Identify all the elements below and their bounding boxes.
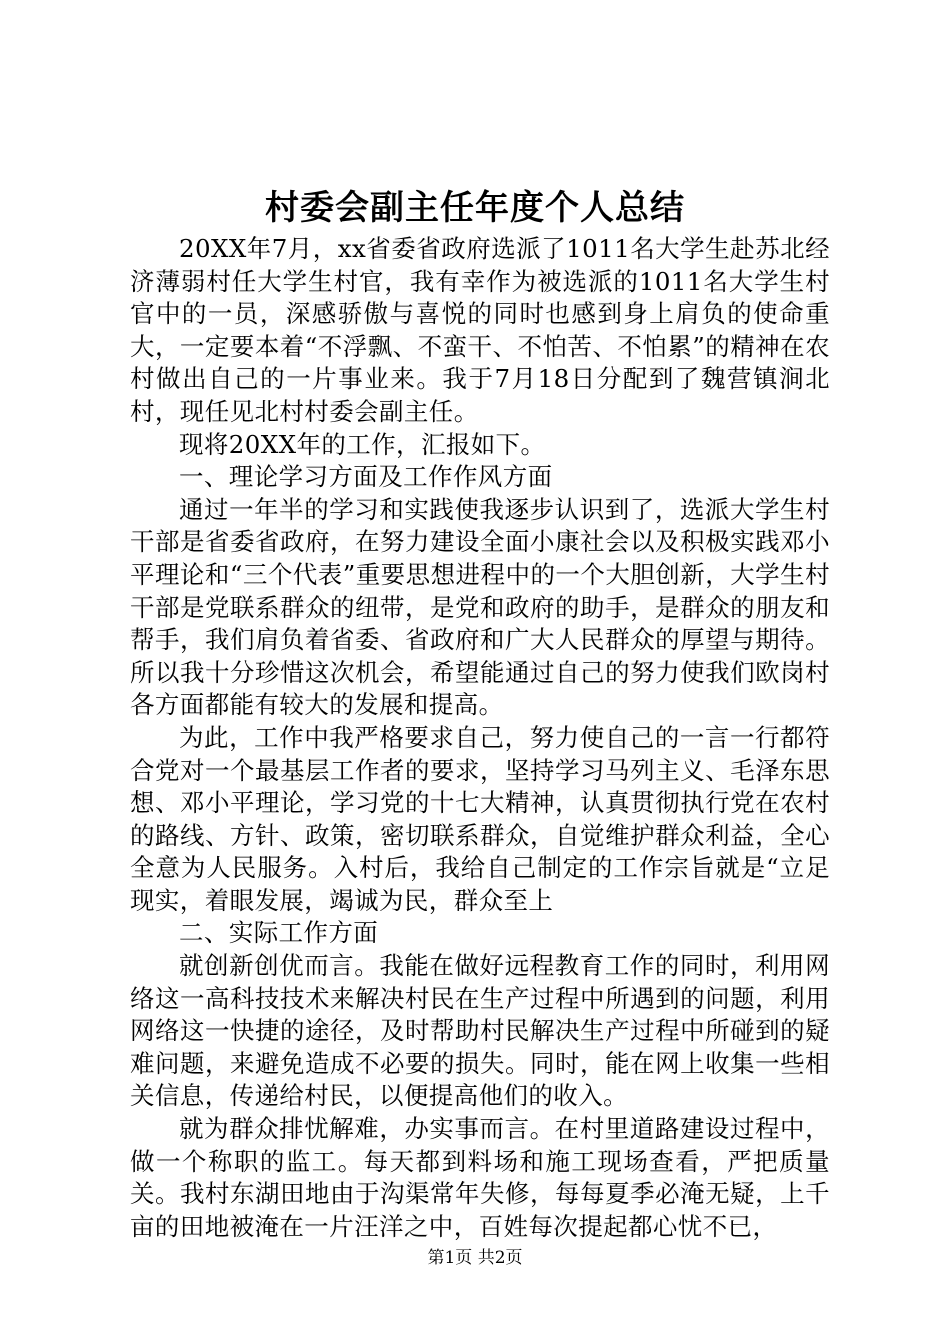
- paragraph-6: 就为群众排忧解难，办实事而言。在村里道路建设过程中，做一个称职的监工。每天都到料场和施工现场查看，严把质量关。我村东湖田地由于沟渠常年失修，每每夏季必淹无疑，上千亩的田地被淹在一片汪洋之中，百姓每次提起都心忧不已，: [130, 1114, 830, 1241]
- document-title: 村委会副主任年度个人总结: [265, 188, 685, 228]
- section-heading-2: 二、实际工作方面: [179, 918, 379, 948]
- paragraph-4: 为此，工作中我严格要求自己，努力使自己的一言一行都符合党对一个最基层工作者的要求，坚持学习马列主义、毛泽东思想、邓小平理论，学习党的十七大精神，认真贯彻执行党在农村的路线、方针、政策，密切联系群众，自觉维护群众利益，全心全意为人民服务。入村后，我给自己制定的工作宗旨就是“立足现实，着眼发展，竭诚为民，群众至上: [130, 722, 830, 915]
- page-footer: 第1页 共2页: [427, 1248, 523, 1268]
- paragraph-2: 现将20XX年的工作，汇报如下。: [179, 429, 546, 459]
- paragraph-1: 20XX年7月，xx省委省政府选派了1011名大学生赴苏北经济薄弱村任大学生村官，我有幸作为被选派的1011名大学生村官中的一员，深感骄傲与喜悦的同时也感到身上肩负的使命重大，一定要本着“不浮飘、不蛮干、不怕苦、不怕累”的精神在农村做出自己的一片事业来。我于7月18日分配到了魏营镇涧北村，现任见北村村委会副主任。: [130, 234, 830, 426]
- paragraph-3: 通过一年半的学习和实践使我逐步认识到了，选派大学生村干部是省委省政府，在努力建设全面小康社会以及积极实践邓小平理论和“三个代表”重要思想进程中的一个大胆创新，大学生村干部是党联系群众的纽带，是党和政府的助手，是群众的朋友和帮手，我们肩负着省委、省政府和广大人民群众的厚望与期待。所以我十分珍惜这次机会，希望能通过自己的努力使我们欧岗村各方面都能有较大的发展和提高。: [130, 494, 830, 720]
- section-heading-1: 一、理论学习方面及工作作风方面: [179, 462, 553, 492]
- document-body: [130, 233, 830, 1243]
- paragraph-5: 就创新创优而言。我能在做好远程教育工作的同时，利用网络这一高科技技术来解决村民在生产过程中所遇到的问题，利用网络这一快捷的途径，及时帮助村民解决生产过程中所碰到的疑难问题，来避免造成不必要的损失。同时，能在网上收集一些相关信息，传递给村民，以便提高他们的收入。: [130, 951, 830, 1111]
